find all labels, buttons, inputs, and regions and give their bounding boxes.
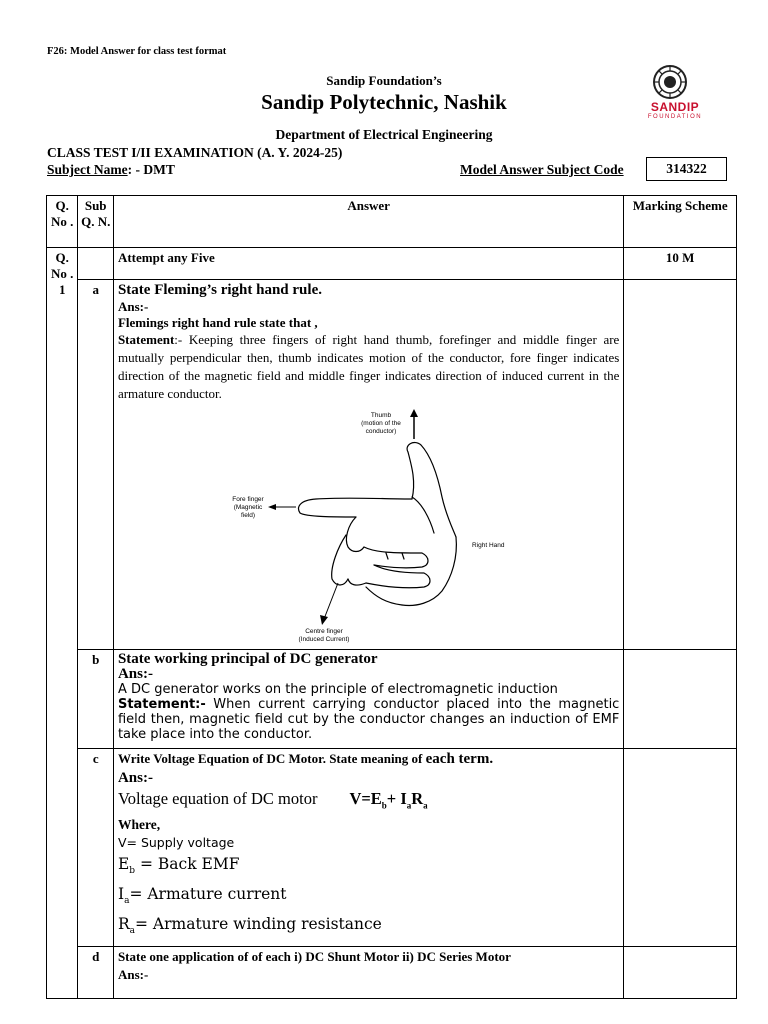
q1c-ans-label: Ans:- — [117, 770, 153, 786]
q1a-statement — [118, 331, 619, 403]
foundation-name: Sandip Foundation’s — [326, 73, 442, 88]
centre-finger-label-2: (Induced Current) — [298, 636, 350, 643]
college-title: Sandip Polytechnic, Nashik — [261, 90, 507, 114]
q1a-row — [47, 280, 737, 650]
subject-name — [47, 162, 175, 178]
department-name: Department of Electrical Engineering — [275, 127, 493, 142]
q1d-marks — [624, 946, 737, 998]
def-armature-current: $I_a=$ Armature current — [117, 885, 287, 907]
q1d-question: State one application of of each i) DC Shunt Motor ii) DC Series Motor — [117, 948, 511, 964]
q1b-statement — [118, 697, 619, 742]
logo-text: SANDIP — [650, 100, 700, 114]
q1b-line1: A DC generator works on the principle of electromagnetic induction — [117, 682, 558, 697]
q1-marks: 10 M — [624, 248, 737, 280]
subject-code-box: 314322 — [646, 157, 727, 181]
seal-icon — [652, 64, 688, 100]
q1b-sub: b — [78, 650, 114, 749]
subject-label: Subject Name — [47, 162, 128, 177]
q1c-answer — [113, 749, 623, 947]
q1b-ans-label: Ans:- — [117, 666, 153, 682]
q1a-answer — [113, 280, 623, 650]
q1c-row — [47, 749, 737, 947]
q1-instruction-row — [47, 248, 737, 280]
header-marking: Marking Scheme — [624, 196, 737, 248]
q1c-sub: c — [78, 749, 114, 947]
exam-title: CLASS TEST I/II EXAMINATION (A. Y. 2024-25) — [47, 145, 343, 160]
q1a-sub: a — [78, 280, 114, 650]
fore-finger-label-3: field) — [240, 512, 255, 519]
sandip-logo — [630, 64, 720, 124]
fore-finger-label-1: Fore finger — [232, 496, 264, 503]
q1a-statement-label: Statement — [117, 332, 175, 347]
subject-value: : - DMT — [127, 162, 175, 177]
form-reference: F26: Model Answer for class test format — [47, 46, 227, 57]
logo-subtext: FOUNDATION — [647, 114, 703, 120]
q1a-statement-text: :- Keeping three fingers of right hand thumb, forefinger and middle finger are mutually perpendicular then, thumb indicates motion of the conductor, fore finger indicates direction of the magnetic field and middle finger indicates direction of induced current in the armature conductor. — [117, 332, 620, 401]
def-supply-voltage: V= Supply voltage — [117, 835, 235, 851]
thumb-label-1: Thumb — [370, 412, 392, 419]
def-back-emf: $E_b$ = Back EMF — [117, 855, 240, 877]
q1c-where: Where, — [117, 817, 161, 833]
q1d-ans-label: Ans:- — [117, 966, 149, 982]
q1b-statement-text: When current carrying conductor placed into the magnetic field then, magnetic field cut by the conductor changes an induction of EMF take place into the conductor. — [117, 697, 620, 742]
header-answer: Answer — [113, 196, 623, 248]
q1-instruction: Attempt any Five — [113, 248, 623, 280]
fore-finger-label-2: (Magnetic — [233, 504, 263, 511]
q1d-answer — [113, 946, 623, 998]
q1a-line1: Flemings right hand rule state that , — [117, 315, 318, 330]
thumb-label-3: conductor) — [365, 428, 397, 435]
table-header-row — [47, 196, 737, 248]
voltage-equation: Voltage equation of DC motor $V=E_b+ I_aR_a$ — [117, 789, 428, 811]
q1a-ans-label: Ans:- — [117, 299, 149, 314]
q1b-row — [47, 650, 737, 749]
q1b-statement-label: Statement:- — [117, 697, 206, 712]
q1d-row — [47, 946, 737, 998]
thumb-label-2: (motion of the — [361, 420, 401, 427]
q1b-marks — [624, 650, 737, 749]
q1-sub-empty — [78, 248, 114, 280]
answer-table — [46, 195, 737, 999]
q1d-sub: d — [78, 946, 114, 998]
q1b-answer — [113, 650, 623, 749]
q1c-marks — [624, 749, 737, 947]
right-hand-label: Right Hand — [471, 542, 505, 549]
centre-finger-label-1: Centre finger — [305, 628, 343, 635]
header-q-no: Q. No . — [47, 196, 78, 248]
model-answer-label: Model Answer Subject Code — [460, 162, 624, 177]
q1-number: Q. No . 1 — [47, 248, 78, 999]
q1a-marks — [624, 280, 737, 650]
q1c-question: Write Voltage Equation of DC Motor. State meaning of each term. — [117, 751, 494, 767]
right-hand-rule-diagram — [226, 407, 526, 647]
header-sub-q: Sub Q. N. — [78, 196, 114, 248]
def-armature-resistance: $R_a=$ Armature winding resistance — [117, 915, 382, 937]
q1b-question: State working principal of DC generator — [117, 651, 378, 667]
q1a-question: State Fleming’s right hand rule. — [117, 282, 322, 298]
